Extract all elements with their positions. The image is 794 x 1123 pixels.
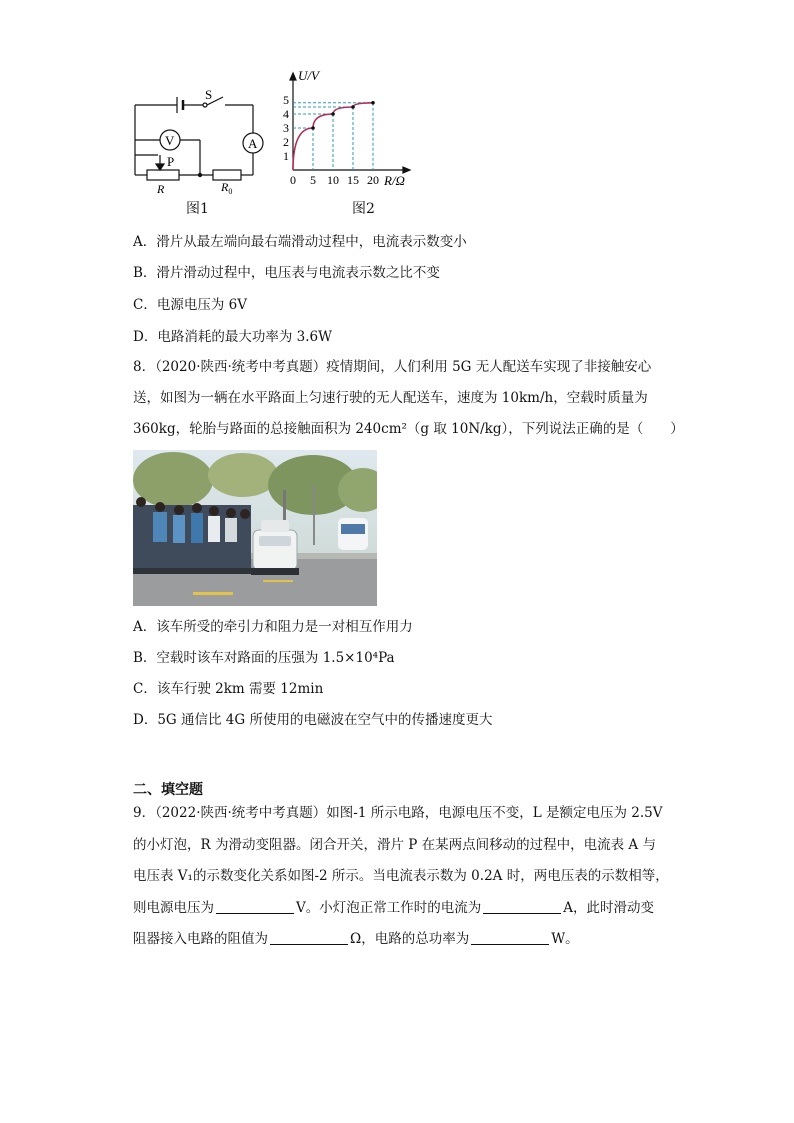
- blank-total-power[interactable]: [471, 930, 549, 945]
- section-2-title: 二、填空题: [133, 782, 203, 798]
- rheostat-label: R: [157, 182, 165, 195]
- x-tick-label: 5: [310, 173, 316, 187]
- q8-option-a: A．该车所受的牵引力和阻力是一对相互作用力: [133, 619, 413, 635]
- voltmeter-label: V: [165, 133, 175, 148]
- y-tick-label: 1: [283, 149, 289, 163]
- q9-line-5-a: 阻器接入电路的阻值为: [133, 931, 268, 947]
- blank-lamp-current[interactable]: [483, 899, 561, 914]
- q9-line-2: 的小灯泡，R 为滑动变阻器。闭合开关，滑片 P 在某两点间移动的过程中，电流表 A 与: [133, 837, 656, 853]
- y-tick-label: 4: [283, 107, 289, 121]
- blank-source-voltage[interactable]: [216, 899, 294, 914]
- q8-line-1: 8．（2020·陕西·统考中考真题）疫情期间，人们利用 5G 无人配送车实现了非接触安心: [133, 359, 652, 375]
- x-tick-label: 20: [367, 173, 379, 187]
- q7-option-a: A．滑片从最左端向最右端滑动过程中，电流表示数变小: [133, 234, 467, 250]
- figure2-caption: 图2: [352, 201, 375, 217]
- voltage-resistance-graph: [278, 68, 418, 193]
- q9-line-3: 电压表 V₁的示数变化关系如图-2 所示。当电流表示数为 0.2A 时，两电压表的示数相等，: [133, 868, 669, 884]
- data-point: [351, 105, 355, 109]
- blank-rheostat-resistance[interactable]: [270, 930, 348, 945]
- q8-option-b: B．空载时该车对路面的压强为 1.5×10⁴Pa: [133, 650, 395, 666]
- data-point: [311, 126, 315, 130]
- q9-line-1: 9．（2022·陕西·统考中考真题）如图-1 所示电路，电源电压不变，L 是额定电压为 2.5V: [133, 805, 663, 821]
- q7-option-b: B．滑片滑动过程中，电压表与电流表示数之比不变: [133, 265, 440, 281]
- q9-line-5-c: W。: [551, 931, 579, 947]
- q7-option-c: C．电源电压为 6V: [133, 297, 247, 313]
- circuit-diagram: [125, 85, 275, 195]
- x-tick-label: 0: [290, 173, 296, 187]
- q9-line-4: [133, 898, 654, 918]
- resistor-label: $R_0$: [221, 180, 233, 195]
- q9-line-5-b: Ω，电路的总功率为: [350, 931, 470, 947]
- q9-line-4-a: 则电源电压为: [133, 900, 214, 916]
- q8-line-3: 360kg，轮胎与路面的总接触面积为 240cm²（g 取 10N/kg），下列说法正确的是（ ）: [133, 421, 684, 437]
- q8-option-d: D．5G 通信比 4G 所使用的电磁波在空气中的传播速度更大: [133, 712, 493, 728]
- q9-line-4-c: A，此时滑动变: [563, 900, 654, 916]
- q9-line-4-b: V。小灯泡正常工作时的电流为: [296, 900, 482, 916]
- q7-option-d: D．电路消耗的最大功率为 3.6W: [133, 329, 332, 345]
- q8-line-2: 送，如图为一辆在水平路面上匀速行驶的无人配送车，速度为 10km/h，空载时质量为: [133, 390, 648, 406]
- ammeter-label: A: [248, 136, 258, 151]
- x-tick-label: 15: [347, 173, 359, 187]
- y-axis-label: U/V: [298, 68, 319, 83]
- data-point: [371, 101, 375, 105]
- switch-label: S: [205, 87, 213, 102]
- slider-label: P: [167, 154, 175, 169]
- y-tick-label: 2: [283, 135, 289, 149]
- figure1-caption: 图1: [186, 201, 209, 217]
- delivery-vehicle-photo: [133, 450, 377, 606]
- x-tick-label: 10: [327, 173, 339, 187]
- y-tick-label: 5: [283, 93, 289, 107]
- q9-line-5: [133, 929, 579, 949]
- y-tick-label: 3: [283, 121, 289, 135]
- data-point: [331, 112, 335, 116]
- x-axis-label: R/Ω: [384, 173, 405, 188]
- q8-option-c: C．该车行驶 2km 需要 12min: [133, 681, 324, 697]
